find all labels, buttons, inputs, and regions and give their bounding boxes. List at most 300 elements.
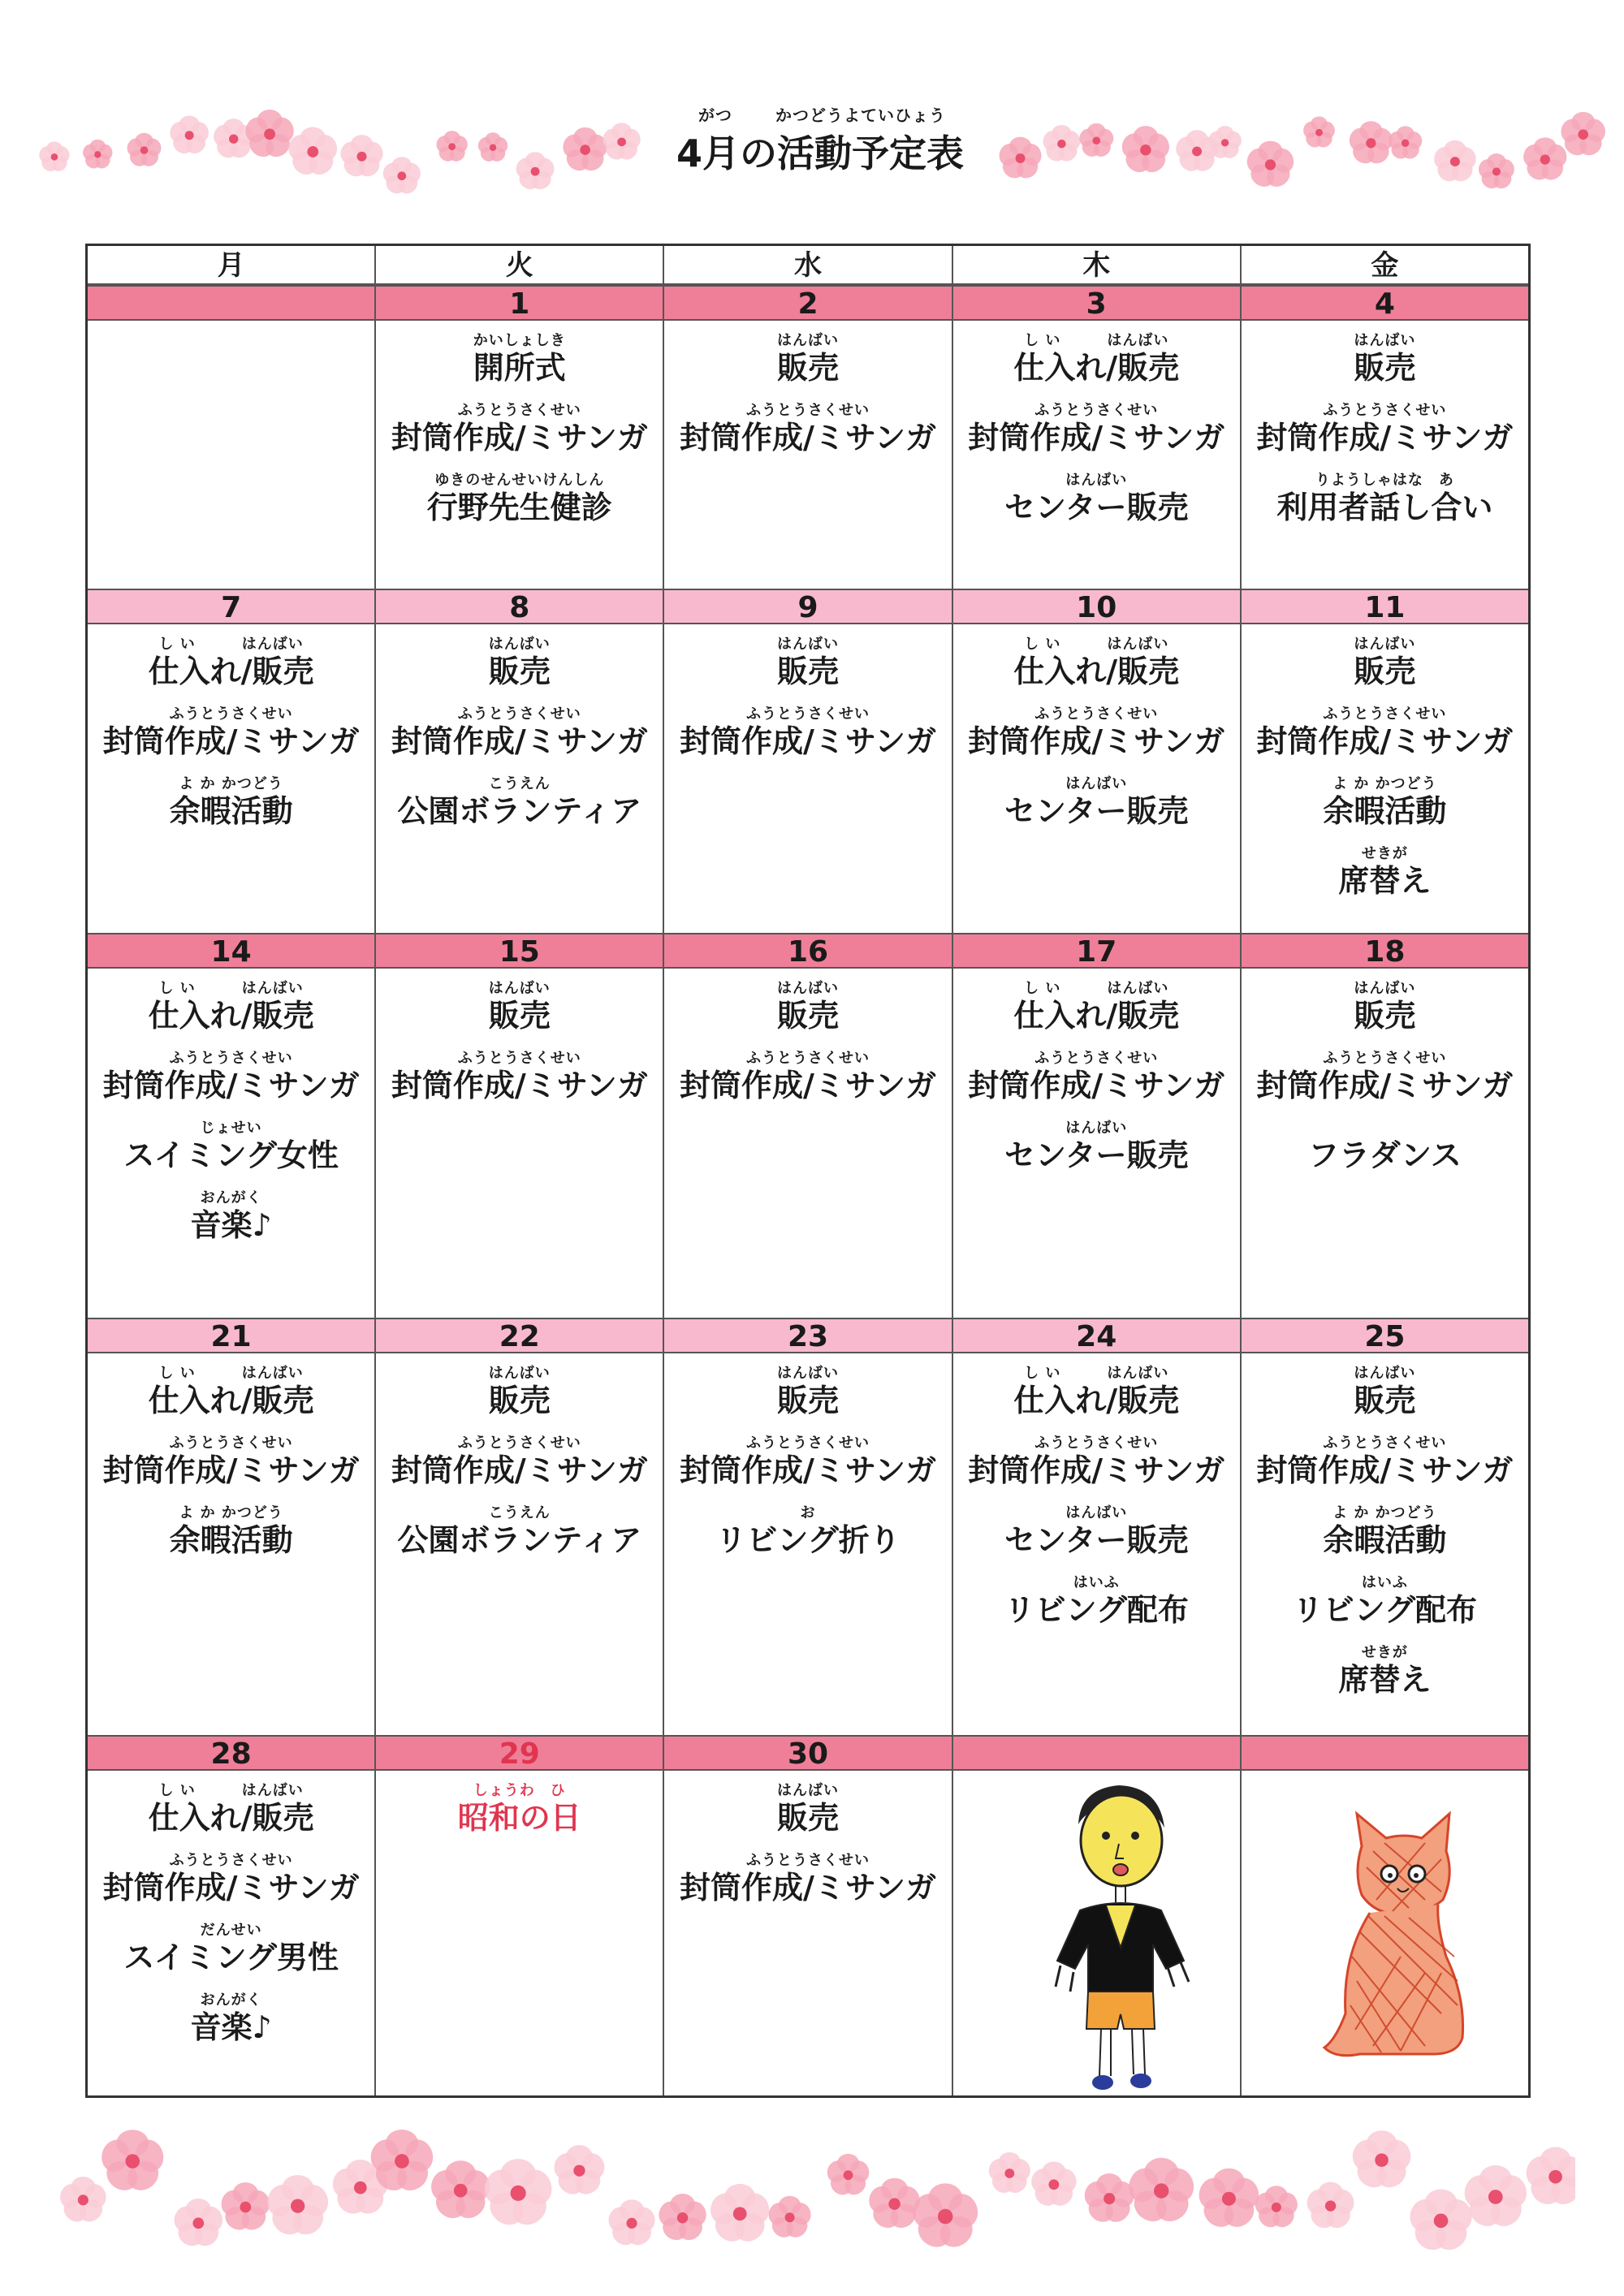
cherry-blossom-icon bbox=[551, 2145, 608, 2199]
activity-item bbox=[953, 1504, 1240, 1558]
activity-item bbox=[1242, 402, 1528, 455]
activity-label: 販売 bbox=[488, 998, 551, 1034]
cherry-blossom-icon bbox=[1119, 126, 1173, 177]
activity-label: 利用者話し合い bbox=[1276, 490, 1493, 525]
activity-item bbox=[1242, 1120, 1528, 1173]
weekday-thu: 木 bbox=[953, 246, 1242, 285]
furigana: おんがく bbox=[200, 1189, 262, 1206]
day-cell-thu bbox=[953, 321, 1242, 589]
cherry-blossom-icon bbox=[480, 2159, 556, 2231]
activity-item bbox=[88, 706, 374, 759]
furigana: ふうとうさくせい bbox=[1323, 1435, 1447, 1452]
activity-label: 販売 bbox=[777, 998, 840, 1034]
activity-label: 封筒作成/ミサンガ bbox=[102, 1452, 360, 1488]
furigana: し い はんばい bbox=[1024, 980, 1169, 997]
day-cell-wed bbox=[664, 321, 952, 589]
date-row-week-1 bbox=[88, 285, 1528, 321]
cherry-blossom-icon bbox=[606, 2199, 659, 2249]
activity-label: 音楽♪ bbox=[190, 2009, 272, 2045]
activity-label: 販売 bbox=[1354, 998, 1416, 1034]
furigana: せきが bbox=[1361, 845, 1408, 862]
activity-item bbox=[664, 1852, 951, 1905]
page-title-block bbox=[650, 106, 991, 177]
cherry-blossom-icon bbox=[125, 133, 163, 170]
activity-label: 封筒作成/ミサンガ bbox=[680, 420, 936, 455]
bottom-flower-band bbox=[57, 2127, 1575, 2257]
activity-label: センター販売 bbox=[1004, 793, 1189, 829]
furigana: し い はんばい bbox=[158, 636, 304, 653]
date-number-tue: 1 bbox=[376, 285, 664, 321]
cherry-blossom-icon bbox=[824, 2154, 871, 2199]
activity-item bbox=[664, 636, 951, 689]
activity-item bbox=[376, 636, 663, 689]
furigana: はんばい bbox=[1065, 1120, 1128, 1137]
activity-label: リビング配布 bbox=[1292, 1592, 1478, 1628]
furigana: りようしゃはな あ bbox=[1315, 472, 1454, 489]
activity-label: 封筒作成/ミサンガ bbox=[102, 1068, 360, 1103]
date-number-wed: 2 bbox=[664, 285, 952, 321]
day-cell-tue bbox=[376, 624, 664, 933]
date-number-fri: 18 bbox=[1242, 933, 1528, 969]
cherry-blossom-icon bbox=[434, 131, 469, 164]
activity-item bbox=[376, 1050, 663, 1103]
furigana: はんばい bbox=[1065, 1504, 1128, 1521]
activity-item bbox=[1242, 845, 1528, 899]
furigana: ふうとうさくせい bbox=[1034, 1050, 1159, 1067]
cherry-blossom-icon bbox=[1041, 125, 1083, 165]
date-number-tue: 29 bbox=[376, 1735, 664, 1771]
furigana: ふうとうさくせい bbox=[1323, 706, 1447, 723]
activity-item bbox=[376, 472, 663, 525]
activity-item bbox=[953, 706, 1240, 759]
activity-label: 仕入れ/販売 bbox=[148, 998, 314, 1034]
furigana: はんばい bbox=[777, 636, 839, 653]
furigana: お bbox=[800, 1504, 816, 1521]
activity-label: 封筒作成/ミサンガ bbox=[680, 723, 936, 759]
activity-label: 封筒作成/ミサンガ bbox=[391, 1452, 648, 1488]
cherry-blossom-icon bbox=[986, 2152, 1033, 2197]
day-cell-fri bbox=[1242, 624, 1528, 933]
date-number-fri bbox=[1242, 1735, 1528, 1771]
furigana: はんばい bbox=[1065, 775, 1128, 792]
day-cell-mon bbox=[88, 969, 376, 1318]
date-number-wed: 30 bbox=[664, 1735, 952, 1771]
activity-item bbox=[664, 1504, 951, 1558]
furigana: こうえん bbox=[488, 775, 551, 792]
furigana: ふうとうさくせい bbox=[1323, 402, 1447, 419]
activity-item bbox=[664, 1435, 951, 1488]
activity-label: 仕入れ/販売 bbox=[1013, 654, 1180, 689]
cherry-blossom-icon bbox=[81, 140, 114, 171]
activity-item bbox=[953, 1050, 1240, 1103]
date-number-wed: 9 bbox=[664, 589, 952, 624]
activity-item bbox=[376, 1365, 663, 1418]
activity-row-week-1 bbox=[88, 321, 1528, 589]
cherry-blossom-icon bbox=[1432, 140, 1479, 186]
furigana: ふうとうさくせい bbox=[169, 1852, 293, 1869]
activity-item bbox=[376, 1435, 663, 1488]
weekday-wed: 水 bbox=[664, 246, 952, 285]
furigana: はんばい bbox=[488, 1365, 551, 1382]
activity-label: フラダンス bbox=[1307, 1137, 1462, 1173]
activity-label: 公園ボランティア bbox=[397, 793, 642, 829]
activity-label: 仕入れ/販売 bbox=[148, 1800, 314, 1836]
cherry-blossom-icon bbox=[1028, 2161, 1079, 2210]
date-number-fri: 25 bbox=[1242, 1318, 1528, 1353]
cherry-blossom-icon bbox=[560, 127, 611, 175]
date-number-fri: 4 bbox=[1242, 285, 1528, 321]
activity-label: 仕入れ/販売 bbox=[148, 654, 314, 689]
activity-label: 封筒作成/ミサンガ bbox=[391, 723, 648, 759]
activity-label: 販売 bbox=[1354, 350, 1416, 386]
day-cell-wed bbox=[664, 969, 952, 1318]
activity-item bbox=[88, 1504, 374, 1558]
cherry-blossom-icon bbox=[996, 137, 1044, 183]
furigana: し い はんばい bbox=[158, 980, 304, 997]
furigana: だんせい bbox=[200, 1922, 262, 1939]
activity-item bbox=[664, 332, 951, 386]
date-number-mon: 21 bbox=[88, 1318, 376, 1353]
day-cell-mon bbox=[88, 1771, 376, 2095]
cherry-blossom-icon bbox=[600, 123, 642, 163]
activity-item bbox=[664, 980, 951, 1034]
day-cell-fri bbox=[1242, 969, 1528, 1318]
cherry-blossom-icon bbox=[766, 2196, 814, 2242]
furigana: ふうとうさくせい bbox=[169, 1435, 293, 1452]
day-cell-wed bbox=[664, 1771, 952, 2095]
activity-label: 販売 bbox=[777, 1383, 840, 1418]
activity-item bbox=[664, 1365, 951, 1418]
cherry-blossom-icon bbox=[218, 2182, 273, 2234]
activity-label: 封筒作成/ミサンガ bbox=[102, 723, 360, 759]
furigana: よ か かつどう bbox=[179, 775, 283, 792]
day-cell-wed bbox=[664, 624, 952, 933]
date-number-thu: 10 bbox=[953, 589, 1242, 624]
date-number-mon: 7 bbox=[88, 589, 376, 624]
activity-item bbox=[1242, 1504, 1528, 1558]
weekday-header-row bbox=[88, 246, 1528, 285]
furigana: かいしょしき bbox=[473, 332, 566, 349]
cherry-blossom-icon bbox=[656, 2194, 710, 2245]
weekday-tue: 火 bbox=[376, 246, 664, 285]
furigana: ふうとうさくせい bbox=[457, 402, 581, 419]
activity-item bbox=[88, 980, 374, 1034]
furigana: ふうとうさくせい bbox=[1034, 706, 1159, 723]
cherry-blossom-icon bbox=[167, 115, 211, 157]
activity-item bbox=[88, 1435, 374, 1488]
activity-item bbox=[376, 775, 663, 829]
activity-item bbox=[88, 1922, 374, 1975]
date-number-thu: 17 bbox=[953, 933, 1242, 969]
furigana: ふうとうさくせい bbox=[746, 1435, 870, 1452]
activity-item bbox=[88, 1365, 374, 1418]
activity-label: 余暇活動 bbox=[169, 793, 293, 829]
day-cell-mon bbox=[88, 321, 376, 589]
activity-label: 封筒作成/ミサンガ bbox=[391, 420, 648, 455]
activity-item bbox=[953, 1574, 1240, 1628]
furigana: はんばい bbox=[777, 332, 839, 349]
activity-item bbox=[88, 1782, 374, 1836]
date-number-fri: 11 bbox=[1242, 589, 1528, 624]
activity-item bbox=[1242, 332, 1528, 386]
activity-item bbox=[88, 636, 374, 689]
day-cell-fri bbox=[1242, 1353, 1528, 1735]
activity-label: リビング配布 bbox=[1004, 1592, 1189, 1628]
furigana: はんばい bbox=[1354, 636, 1416, 653]
date-number-mon bbox=[88, 285, 376, 321]
activity-label: 販売 bbox=[1354, 1383, 1416, 1418]
cherry-blossom-icon bbox=[427, 2160, 494, 2224]
activity-label: 販売 bbox=[777, 350, 840, 386]
activity-item bbox=[1242, 1644, 1528, 1698]
activity-label: 封筒作成/ミサンガ bbox=[680, 1452, 936, 1488]
cherry-blossom-icon bbox=[1252, 2186, 1300, 2231]
furigana: ふうとうさくせい bbox=[1034, 1435, 1159, 1452]
day-cell-fri bbox=[1242, 321, 1528, 589]
activity-label: 販売 bbox=[777, 654, 840, 689]
cherry-blossom-icon bbox=[706, 2184, 773, 2247]
cherry-blossom-icon bbox=[243, 110, 297, 162]
activity-label: 音楽♪ bbox=[190, 1207, 272, 1243]
cherry-blossom-icon bbox=[1302, 116, 1337, 150]
furigana: よ か かつどう bbox=[1332, 775, 1437, 792]
cherry-blossom-icon bbox=[285, 127, 340, 179]
date-number-mon: 28 bbox=[88, 1735, 376, 1771]
day-cell-tue bbox=[376, 321, 664, 589]
activity-item bbox=[1242, 636, 1528, 689]
activity-label: センター販売 bbox=[1004, 490, 1189, 525]
cherry-blossom-icon bbox=[1346, 121, 1395, 167]
furigana: はんばい bbox=[1354, 332, 1416, 349]
furigana: はんばい bbox=[488, 636, 551, 653]
activity-item bbox=[1242, 775, 1528, 829]
furigana: こうえん bbox=[488, 1504, 551, 1521]
activity-item bbox=[1242, 1050, 1528, 1103]
activity-item bbox=[1242, 1574, 1528, 1628]
furigana: ふうとうさくせい bbox=[746, 402, 870, 419]
drawing-of-boy-icon bbox=[1031, 1774, 1210, 2099]
furigana: はんばい bbox=[1354, 980, 1416, 997]
furigana: はんばい bbox=[777, 1365, 839, 1382]
day-cell-tue bbox=[376, 1771, 664, 2095]
activity-label: 余暇活動 bbox=[1323, 1522, 1447, 1558]
activity-label: 昭和の日 bbox=[457, 1800, 581, 1836]
furigana bbox=[1242, 1120, 1528, 1137]
date-number-thu bbox=[953, 1735, 1242, 1771]
activity-item bbox=[953, 775, 1240, 829]
activity-label: 販売 bbox=[488, 1383, 551, 1418]
furigana: はんばい bbox=[1354, 1365, 1416, 1382]
activity-item bbox=[1242, 472, 1528, 525]
activity-item bbox=[953, 332, 1240, 386]
cherry-blossom-icon bbox=[1082, 2173, 1138, 2227]
cherry-blossom-icon bbox=[1521, 137, 1570, 183]
furigana: はんばい bbox=[777, 1782, 839, 1799]
furigana: はんばい bbox=[488, 980, 551, 997]
cherry-blossom-icon bbox=[57, 2177, 109, 2226]
day-cell-thu bbox=[953, 624, 1242, 933]
day-cell-thu bbox=[953, 969, 1242, 1318]
activity-row-week-2 bbox=[88, 624, 1528, 933]
activity-label: 開所式 bbox=[473, 350, 566, 386]
date-number-tue: 15 bbox=[376, 933, 664, 969]
activity-item bbox=[664, 706, 951, 759]
activity-row-week-3 bbox=[88, 969, 1528, 1318]
activity-item bbox=[953, 1120, 1240, 1173]
top-flower-band-left bbox=[32, 110, 650, 199]
furigana: ふうとうさくせい bbox=[1323, 1050, 1447, 1067]
furigana: はいふ bbox=[1073, 1574, 1120, 1591]
cherry-blossom-icon bbox=[514, 152, 557, 192]
cherry-blossom-icon bbox=[171, 2199, 226, 2251]
activity-item bbox=[376, 332, 663, 386]
activity-item bbox=[88, 1120, 374, 1173]
activity-item bbox=[88, 1189, 374, 1243]
weekday-fri: 金 bbox=[1242, 246, 1528, 285]
activity-label: 余暇活動 bbox=[1323, 793, 1447, 829]
activity-label: 封筒作成/ミサンガ bbox=[1256, 420, 1514, 455]
activity-item bbox=[88, 1050, 374, 1103]
date-number-thu: 3 bbox=[953, 285, 1242, 321]
furigana: ふうとうさくせい bbox=[457, 1050, 581, 1067]
furigana: し い はんばい bbox=[158, 1782, 304, 1799]
activity-label: 行野先生健診 bbox=[426, 490, 612, 525]
furigana: し い はんばい bbox=[1024, 636, 1169, 653]
page-title: 4月の活動予定表 bbox=[676, 132, 964, 175]
activity-label: センター販売 bbox=[1004, 1137, 1189, 1173]
activity-item bbox=[88, 775, 374, 829]
date-row-week-3 bbox=[88, 933, 1528, 969]
activity-label: リビング折り bbox=[715, 1522, 901, 1558]
furigana: ふうとうさくせい bbox=[457, 706, 581, 723]
activity-label: 封筒作成/ミサンガ bbox=[1256, 723, 1514, 759]
furigana: はんばい bbox=[777, 980, 839, 997]
activity-item bbox=[953, 1365, 1240, 1418]
furigana: し い はんばい bbox=[1024, 332, 1169, 349]
furigana: ふうとうさくせい bbox=[746, 706, 870, 723]
cherry-blossom-icon bbox=[97, 2130, 167, 2196]
activity-item bbox=[953, 636, 1240, 689]
furigana: じょせい bbox=[200, 1120, 262, 1137]
activity-label: 封筒作成/ミサンガ bbox=[1256, 1068, 1514, 1103]
date-number-thu: 24 bbox=[953, 1318, 1242, 1353]
activity-label: 席替え bbox=[1338, 863, 1432, 899]
furigana: し い はんばい bbox=[1024, 1365, 1169, 1382]
furigana: し い はんばい bbox=[158, 1365, 304, 1382]
cherry-blossom-icon bbox=[476, 132, 509, 164]
cherry-blossom-icon bbox=[909, 2183, 982, 2253]
activity-label: 封筒作成/ミサンガ bbox=[968, 723, 1225, 759]
activity-item bbox=[1242, 1365, 1528, 1418]
cherry-blossom-icon bbox=[1476, 153, 1517, 192]
activity-label: 販売 bbox=[1354, 654, 1416, 689]
activity-item bbox=[376, 1504, 663, 1558]
cherry-blossom-icon bbox=[1349, 2130, 1415, 2193]
date-number-mon: 14 bbox=[88, 933, 376, 969]
cherry-blossom-icon bbox=[1125, 2158, 1198, 2228]
activity-label: 封筒作成/ミサンガ bbox=[968, 420, 1225, 455]
cherry-blossom-icon bbox=[338, 135, 386, 180]
activity-item bbox=[376, 402, 663, 455]
furigana: せきが bbox=[1361, 1644, 1408, 1661]
activity-label: 封筒作成/ミサンガ bbox=[680, 1068, 936, 1103]
activity-label: 封筒作成/ミサンガ bbox=[1256, 1452, 1514, 1488]
day-cell-thu bbox=[953, 1353, 1242, 1735]
activity-label: 販売 bbox=[488, 654, 551, 689]
activity-label: 仕入れ/販売 bbox=[1013, 350, 1180, 386]
activity-label: 仕入れ/販売 bbox=[1013, 1383, 1180, 1418]
date-number-wed: 23 bbox=[664, 1318, 952, 1353]
activity-item bbox=[1242, 706, 1528, 759]
activity-label: 公園ボランティア bbox=[397, 1522, 642, 1558]
activity-label: スイミング男性 bbox=[123, 1940, 339, 1975]
day-cell-tue bbox=[376, 969, 664, 1318]
furigana: ふうとうさくせい bbox=[169, 1050, 293, 1067]
activity-item bbox=[376, 706, 663, 759]
activity-label: 封筒作成/ミサンガ bbox=[680, 1870, 936, 1905]
activity-item bbox=[88, 1852, 374, 1905]
cherry-blossom-icon bbox=[1244, 141, 1297, 192]
cherry-blossom-icon bbox=[1522, 2147, 1575, 2210]
activity-item bbox=[953, 472, 1240, 525]
cherry-blossom-icon bbox=[1386, 126, 1423, 162]
furigana: はいふ bbox=[1361, 1574, 1408, 1591]
date-number-tue: 22 bbox=[376, 1318, 664, 1353]
cherry-blossom-icon bbox=[1195, 2169, 1263, 2233]
date-number-tue: 8 bbox=[376, 589, 664, 624]
weekday-mon: 月 bbox=[88, 246, 376, 285]
activity-label: 余暇活動 bbox=[169, 1522, 293, 1558]
activity-item bbox=[664, 402, 951, 455]
activity-label: スイミング女性 bbox=[123, 1137, 339, 1173]
activity-item bbox=[88, 1992, 374, 2045]
furigana: ふうとうさくせい bbox=[169, 706, 293, 723]
title-ruby-month: がつ bbox=[698, 106, 732, 125]
activity-label: 封筒作成/ミサンガ bbox=[391, 1068, 648, 1103]
activity-label: センター販売 bbox=[1004, 1522, 1189, 1558]
cherry-blossom-icon bbox=[263, 2175, 332, 2241]
furigana: よ か かつどう bbox=[1332, 1504, 1437, 1521]
furigana: しょうわ ひ bbox=[473, 1782, 566, 1799]
activity-item bbox=[664, 1782, 951, 1836]
title-ruby bbox=[650, 106, 991, 125]
activity-item bbox=[953, 980, 1240, 1034]
activity-item bbox=[664, 1050, 951, 1103]
activity-row-week-4 bbox=[88, 1353, 1528, 1735]
activity-label: 仕入れ/販売 bbox=[1013, 998, 1180, 1034]
cherry-blossom-icon bbox=[1406, 2189, 1475, 2255]
holiday-item bbox=[376, 1782, 663, 1836]
title-ruby-rest: かつどうよていひょう bbox=[775, 106, 946, 125]
drawing-of-cat-icon bbox=[1303, 1810, 1482, 2070]
day-cell-mon bbox=[88, 624, 376, 933]
furigana: ふうとうさくせい bbox=[746, 1050, 870, 1067]
date-row-week-2 bbox=[88, 589, 1528, 624]
furigana: ふうとうさくせい bbox=[1034, 402, 1159, 419]
day-cell-mon bbox=[88, 1353, 376, 1735]
activity-item bbox=[1242, 1435, 1528, 1488]
date-row-week-4 bbox=[88, 1318, 1528, 1353]
cherry-blossom-icon bbox=[1078, 123, 1116, 160]
cherry-blossom-icon bbox=[381, 157, 423, 197]
activity-label: 封筒作成/ミサンガ bbox=[968, 1068, 1225, 1103]
cherry-blossom-icon bbox=[37, 141, 71, 174]
activity-label: 仕入れ/販売 bbox=[148, 1383, 314, 1418]
activity-label: 封筒作成/ミサンガ bbox=[968, 1452, 1225, 1488]
furigana: はんばい bbox=[1065, 472, 1128, 489]
activity-label: 席替え bbox=[1338, 1662, 1432, 1698]
date-row-week-5 bbox=[88, 1735, 1528, 1771]
